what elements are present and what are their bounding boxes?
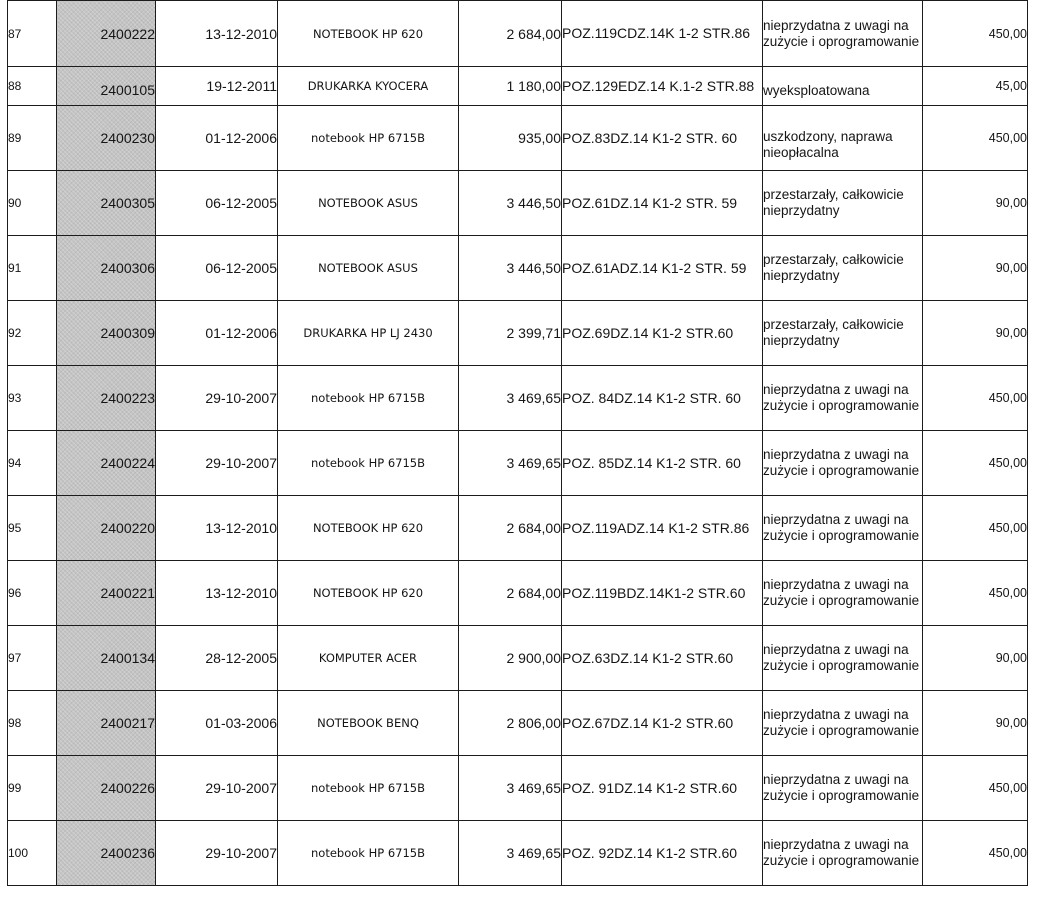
decommission-reason: nieprzydatna z uwagi na zużycie i oprogramowanie	[763, 626, 923, 691]
ledger-position: POZ.119ADZ.14 K1-2 STR.86	[562, 496, 763, 561]
initial-value: 1 180,00	[459, 67, 562, 106]
estimated-value: 450,00	[923, 496, 1028, 561]
item-name: notebook HP 6715B	[278, 821, 459, 886]
item-name: DRUKARKA HP LJ 2430	[278, 301, 459, 366]
estimated-value: 450,00	[923, 821, 1028, 886]
estimated-value: 450,00	[923, 366, 1028, 431]
initial-value: 2 684,00	[459, 496, 562, 561]
inventory-number: 2400134	[57, 626, 156, 691]
item-name: notebook HP 6715B	[278, 366, 459, 431]
item-name: NOTEBOOK ASUS	[278, 236, 459, 301]
ledger-position: POZ.129EDZ.14 K.1-2 STR.88	[562, 67, 763, 106]
estimated-value: 450,00	[923, 431, 1028, 496]
initial-value: 3 446,50	[459, 236, 562, 301]
acquisition-date: 06-12-2005	[156, 236, 278, 301]
row-number: 87	[8, 1, 57, 67]
decommission-reason: przestarzały, całkowicie nieprzydatny	[763, 301, 923, 366]
item-name: NOTEBOOK BENQ	[278, 691, 459, 756]
decommission-reason: uszkodzony, naprawa nieopłacalna	[763, 106, 923, 171]
acquisition-date: 13-12-2010	[156, 561, 278, 626]
decommission-reason: nieprzydatna z uwagi na zużycie i oprogramowanie	[763, 756, 923, 821]
acquisition-date: 29-10-2007	[156, 821, 278, 886]
decommission-reason: nieprzydatna z uwagi na zużycie i oprogramowanie	[763, 691, 923, 756]
initial-value: 3 469,65	[459, 821, 562, 886]
decommission-reason: wyeksploatowana	[763, 67, 923, 106]
item-name: notebook HP 6715B	[278, 431, 459, 496]
table-row	[8, 561, 1028, 626]
inventory-number: 2400224	[57, 431, 156, 496]
estimated-value: 90,00	[923, 171, 1028, 236]
item-name: DRUKARKA KYOCERA	[278, 67, 459, 106]
inventory-number: 2400222	[57, 1, 156, 67]
inventory-number: 2400221	[57, 561, 156, 626]
acquisition-date: 28-12-2005	[156, 626, 278, 691]
table-row	[8, 756, 1028, 821]
item-name: NOTEBOOK ASUS	[278, 171, 459, 236]
initial-value: 2 684,00	[459, 561, 562, 626]
row-number: 96	[8, 561, 57, 626]
acquisition-date: 13-12-2010	[156, 1, 278, 67]
table-row	[8, 106, 1028, 171]
initial-value: 2 900,00	[459, 626, 562, 691]
table-row	[8, 301, 1028, 366]
row-number: 100	[8, 821, 57, 886]
inventory-number: 2400223	[57, 366, 156, 431]
acquisition-date: 01-03-2006	[156, 691, 278, 756]
table-row	[8, 626, 1028, 691]
decommission-reason: nieprzydatna z uwagi na zużycie i oprogramowanie	[763, 431, 923, 496]
row-number: 92	[8, 301, 57, 366]
inventory-number: 2400226	[57, 756, 156, 821]
decommission-reason: nieprzydatna z uwagi na zużycie i oprogramowanie	[763, 366, 923, 431]
estimated-value: 450,00	[923, 561, 1028, 626]
item-name: NOTEBOOK HP 620	[278, 1, 459, 67]
row-number: 93	[8, 366, 57, 431]
inventory-number: 2400220	[57, 496, 156, 561]
item-name: NOTEBOOK HP 620	[278, 561, 459, 626]
ledger-position: POZ.119BDZ.14K1-2 STR.60	[562, 561, 763, 626]
row-number: 97	[8, 626, 57, 691]
row-number: 88	[8, 67, 57, 106]
inventory-table	[7, 0, 1028, 886]
ledger-position: POZ.63DZ.14 K1-2 STR.60	[562, 626, 763, 691]
inventory-number: 2400309	[57, 301, 156, 366]
ledger-position: POZ. 92DZ.14 K1-2 STR.60	[562, 821, 763, 886]
estimated-value: 45,00	[923, 67, 1028, 106]
inventory-number: 2400105	[57, 67, 156, 106]
row-number: 90	[8, 171, 57, 236]
decommission-reason: nieprzydatna z uwagi na zużycie i oprogramowanie	[763, 1, 923, 67]
ledger-position: POZ.61ADZ.14 K1-2 STR. 59	[562, 236, 763, 301]
table-row	[8, 171, 1028, 236]
initial-value: 2 684,00	[459, 1, 562, 67]
acquisition-date: 29-10-2007	[156, 431, 278, 496]
row-number: 91	[8, 236, 57, 301]
ledger-position: POZ. 85DZ.14 K1-2 STR. 60	[562, 431, 763, 496]
initial-value: 2 399,71	[459, 301, 562, 366]
acquisition-date: 01-12-2006	[156, 301, 278, 366]
ledger-position: POZ.83DZ.14 K1-2 STR. 60	[562, 106, 763, 171]
table-row	[8, 821, 1028, 886]
row-number: 98	[8, 691, 57, 756]
inventory-number: 2400217	[57, 691, 156, 756]
inventory-number: 2400230	[57, 106, 156, 171]
decommission-reason: przestarzały, całkowicie nieprzydatny	[763, 171, 923, 236]
item-name: NOTEBOOK HP 620	[278, 496, 459, 561]
initial-value: 935,00	[459, 106, 562, 171]
initial-value: 3 469,65	[459, 756, 562, 821]
ledger-position: POZ.61DZ.14 K1-2 STR. 59	[562, 171, 763, 236]
estimated-value: 450,00	[923, 106, 1028, 171]
table-row	[8, 1, 1028, 67]
acquisition-date: 29-10-2007	[156, 366, 278, 431]
inventory-number: 2400305	[57, 171, 156, 236]
decommission-reason: nieprzydatna z uwagi na zużycie i oprogramowanie	[763, 496, 923, 561]
item-name: KOMPUTER ACER	[278, 626, 459, 691]
estimated-value: 90,00	[923, 301, 1028, 366]
row-number: 94	[8, 431, 57, 496]
inventory-number: 2400236	[57, 821, 156, 886]
initial-value: 3 469,65	[459, 431, 562, 496]
decommission-reason: nieprzydatna z uwagi na zużycie i oprogramowanie	[763, 561, 923, 626]
decommission-reason: przestarzały, całkowicie nieprzydatny	[763, 236, 923, 301]
inventory-number: 2400306	[57, 236, 156, 301]
initial-value: 3 446,50	[459, 171, 562, 236]
row-number: 99	[8, 756, 57, 821]
ledger-position: POZ. 84DZ.14 K1-2 STR. 60	[562, 366, 763, 431]
item-name: notebook HP 6715B	[278, 106, 459, 171]
estimated-value: 90,00	[923, 691, 1028, 756]
initial-value: 2 806,00	[459, 691, 562, 756]
estimated-value: 450,00	[923, 756, 1028, 821]
table-row	[8, 431, 1028, 496]
table-row	[8, 496, 1028, 561]
estimated-value: 450,00	[923, 1, 1028, 67]
ledger-position: POZ. 91DZ.14 K1-2 STR.60	[562, 756, 763, 821]
acquisition-date: 06-12-2005	[156, 171, 278, 236]
initial-value: 3 469,65	[459, 366, 562, 431]
decommission-reason: nieprzydatna z uwagi na zużycie i oprogramowanie	[763, 821, 923, 886]
acquisition-date: 19-12-2011	[156, 67, 278, 106]
table-row	[8, 691, 1028, 756]
acquisition-date: 29-10-2007	[156, 756, 278, 821]
item-name: notebook HP 6715B	[278, 756, 459, 821]
ledger-position: POZ.69DZ.14 K1-2 STR.60	[562, 301, 763, 366]
ledger-position: POZ.67DZ.14 K1-2 STR.60	[562, 691, 763, 756]
table-row	[8, 366, 1028, 431]
acquisition-date: 13-12-2010	[156, 496, 278, 561]
estimated-value: 90,00	[923, 236, 1028, 301]
row-number: 95	[8, 496, 57, 561]
table-row	[8, 236, 1028, 301]
table-row	[8, 67, 1028, 106]
acquisition-date: 01-12-2006	[156, 106, 278, 171]
row-number: 89	[8, 106, 57, 171]
estimated-value: 90,00	[923, 626, 1028, 691]
ledger-position: POZ.119CDZ.14K 1-2 STR.86	[562, 1, 763, 67]
